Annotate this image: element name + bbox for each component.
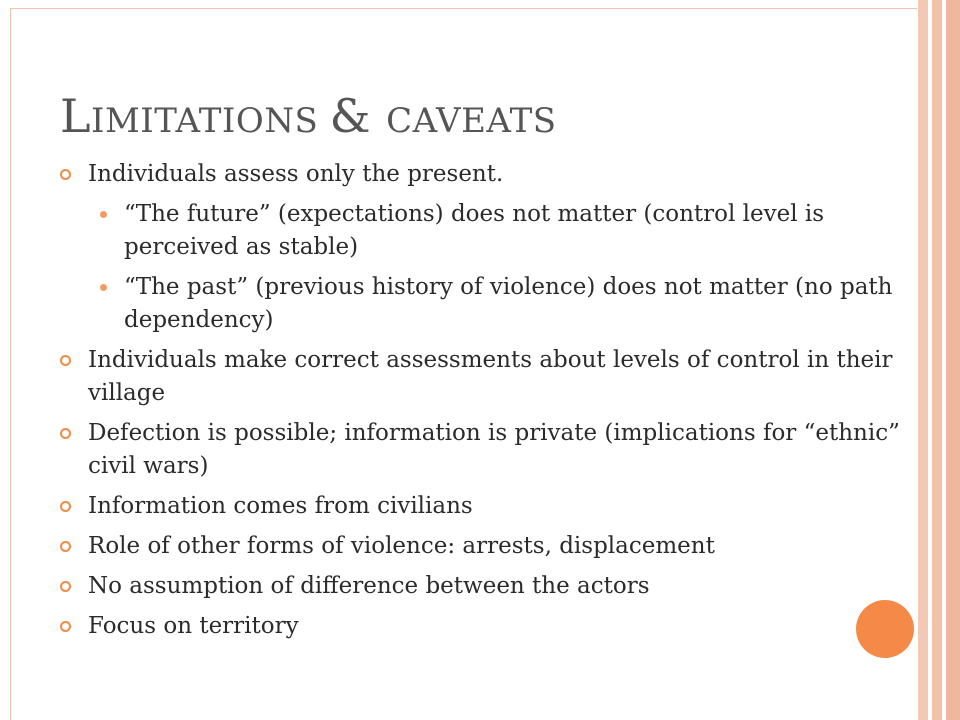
bullet-item bbox=[60, 570, 910, 603]
title-part: CAVEATS bbox=[386, 101, 557, 141]
ring-bullet-icon bbox=[60, 169, 71, 180]
bullet-text: “The future” (expectations) does not matter (control level is perceived as stable) bbox=[124, 201, 825, 260]
bullet-item bbox=[60, 490, 910, 523]
bullet-text: Individuals assess only the present. bbox=[88, 161, 504, 187]
bullet-item bbox=[60, 158, 910, 191]
bullet-item bbox=[60, 610, 910, 643]
title-part: L bbox=[60, 89, 92, 143]
ring-bullet-icon bbox=[60, 581, 71, 592]
bullet-text: Focus on territory bbox=[88, 613, 299, 639]
title-part: IMITATIONS bbox=[91, 101, 330, 141]
ring-bullet-icon bbox=[60, 621, 71, 632]
sub-bullet-item bbox=[60, 198, 910, 264]
title-part: & bbox=[329, 89, 387, 143]
ring-bullet-icon bbox=[60, 428, 71, 439]
bullet-item bbox=[60, 417, 910, 483]
slide-title bbox=[60, 88, 860, 149]
ring-bullet-icon bbox=[60, 355, 71, 366]
decorative-stripe bbox=[946, 0, 960, 720]
bullet-text: Individuals make correct assessments about levels of control in their village bbox=[88, 347, 893, 406]
decorative-stripe bbox=[932, 0, 942, 720]
bullet-text: “The past” (previous history of violence) does not matter (no path dependency) bbox=[124, 274, 893, 333]
sub-bullet-item bbox=[60, 271, 910, 337]
bullet-text: Defection is possible; information is private (implications for “ethnic” civil wars) bbox=[88, 420, 900, 479]
bullet-item bbox=[60, 344, 910, 410]
bullet-list bbox=[60, 158, 910, 650]
decorative-stripe bbox=[918, 0, 928, 720]
dot-bullet-icon bbox=[100, 211, 107, 218]
ring-bullet-icon bbox=[60, 501, 71, 512]
bullet-text: No assumption of difference between the actors bbox=[88, 573, 650, 599]
bullet-text: Role of other forms of violence: arrests, displacement bbox=[88, 533, 715, 559]
bullet-text: Information comes from civilians bbox=[88, 493, 473, 519]
bullet-item bbox=[60, 530, 910, 563]
dot-bullet-icon bbox=[100, 284, 107, 291]
ring-bullet-icon bbox=[60, 541, 71, 552]
